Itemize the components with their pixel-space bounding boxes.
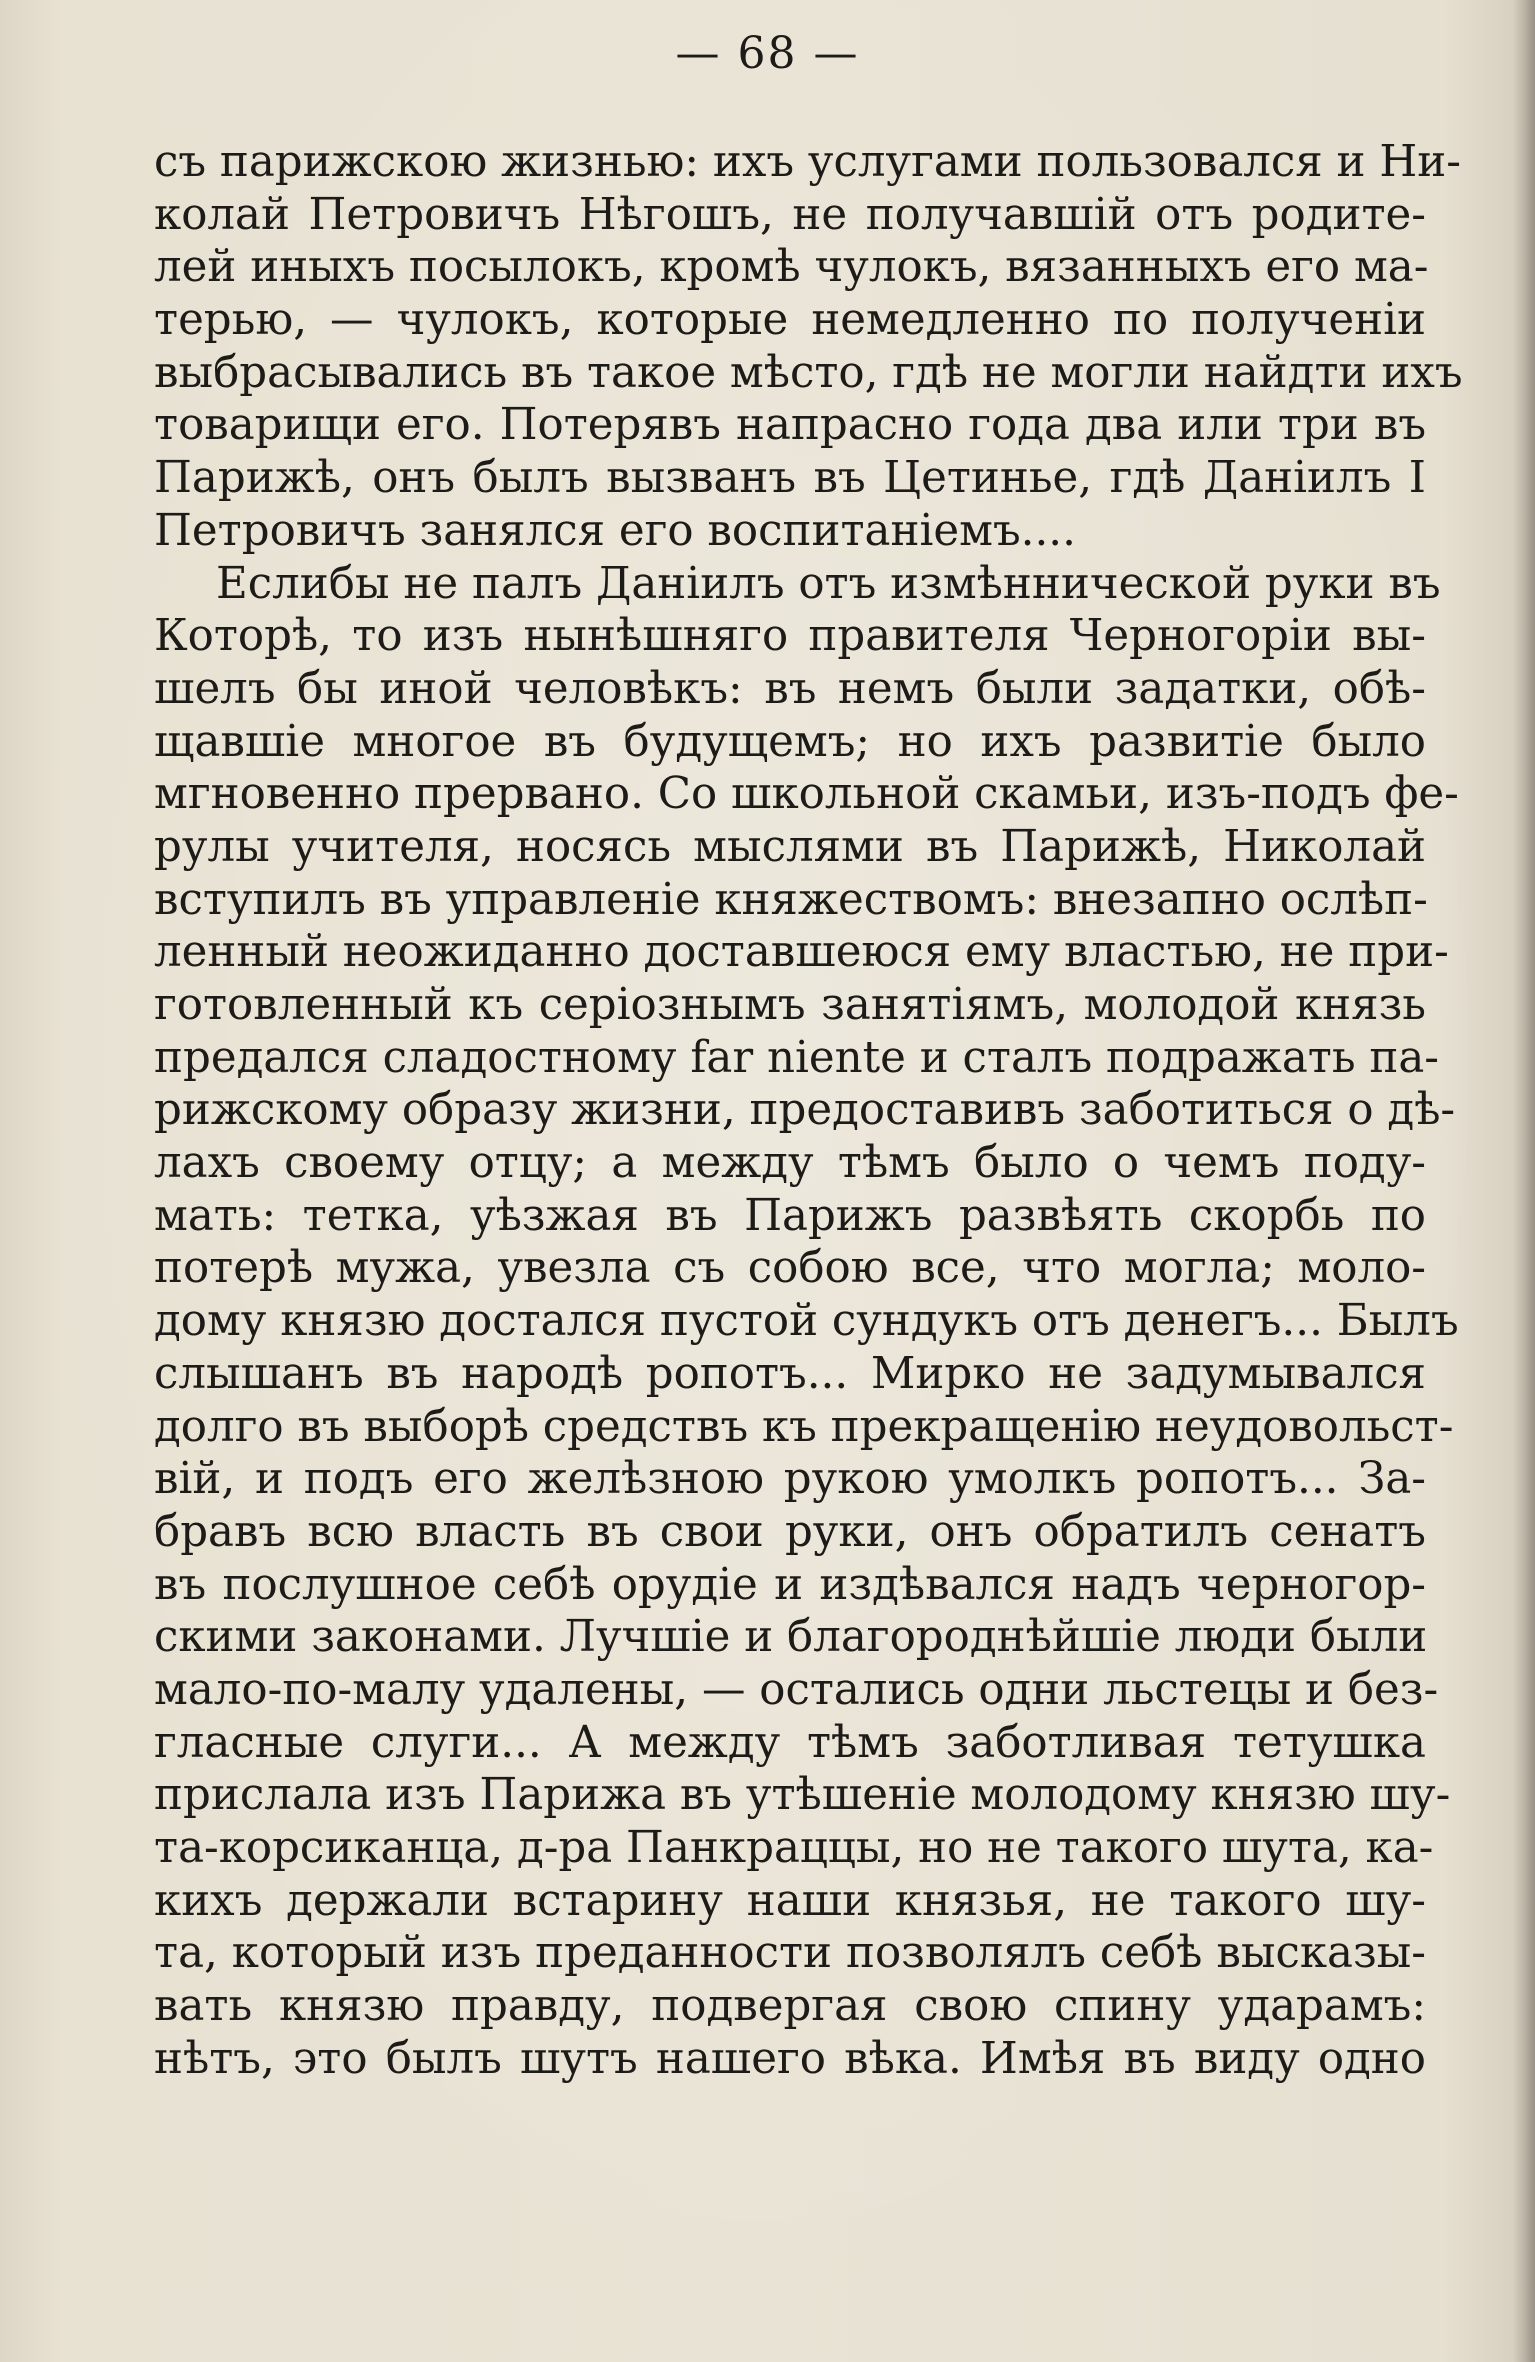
- text-line: товарищи его. Потерявъ напрасно года два или три въ: [154, 400, 1426, 451]
- text-line: выбрасывались въ такое мѣсто, гдѣ не могли найдти ихъ: [154, 347, 1463, 398]
- text-line: вступилъ въ управленіе княжествомъ: внезапно ослѣп-: [154, 874, 1428, 925]
- text-line: вать князю правду, подвергая свою спину ударамъ:: [154, 1981, 1426, 2032]
- text-line: нѣтъ, это былъ шутъ нашего вѣка. Имѣя въ виду одно: [154, 2033, 1426, 2084]
- body-text: [154, 136, 1463, 2085]
- page-number: — 68 —: [675, 28, 860, 79]
- text-line: Которѣ, то изъ нынѣшняго правителя Черногоріи вы-: [154, 611, 1426, 662]
- text-line: потерѣ мужа, увезла съ собою все, что могла; моло-: [154, 1243, 1426, 1294]
- text-line: кихъ держали встарину наши князья, не такого шу-: [154, 1875, 1426, 1926]
- text-line: предался сладостному far niente и сталъ подражать па-: [154, 1032, 1439, 1083]
- text-line: та-корсиканца, д-ра Панкраццы, но не такого шута, ка-: [154, 1823, 1434, 1873]
- text-line: терью, — чулокъ, которые немедленно по полученіи: [154, 295, 1426, 346]
- text-line: лей иныхъ посылокъ, кромѣ чулокъ, вязанныхъ его ма-: [154, 242, 1429, 293]
- text-line: гласные слуги... А между тѣмъ заботливая тетушка: [154, 1717, 1426, 1768]
- text-line: прислала изъ Парижа въ утѣшеніе молодому князю шу-: [154, 1770, 1451, 1821]
- text-line: мало-по-малу удалены, — остались одни льстецы и без-: [154, 1664, 1439, 1715]
- text-line: дому князю достался пустой сундукъ отъ денегъ... Былъ: [154, 1296, 1459, 1347]
- text-line: щавшіе многое въ будущемъ; но ихъ развитіе было: [154, 716, 1426, 767]
- text-line: шелъ бы иной человѣкъ: въ немъ были задатки, обѣ-: [154, 663, 1426, 714]
- text-line: въ послушное себѣ орудіе и издѣвался надъ черногор-: [154, 1559, 1426, 1610]
- text-line: съ парижскою жизнью: ихъ услугами пользовался и Ни-: [154, 137, 1461, 187]
- page-binding-shadow: [1513, 0, 1535, 2362]
- text-line: слышанъ въ народѣ ропотъ... Мирко не задумывался: [154, 1348, 1426, 1399]
- text-line: готовленный къ серіознымъ занятіямъ, молодой князь: [154, 980, 1426, 1030]
- text-line: Парижѣ, онъ былъ вызванъ въ Цетинье, гдѣ Даніилъ I: [154, 453, 1426, 504]
- text-line: мать: тетка, уѣзжая въ Парижъ развѣять скорбь по: [154, 1190, 1426, 1241]
- text-line: бравъ всю власть въ свои руки, онъ обратилъ сенатъ: [154, 1506, 1426, 1557]
- text-line: рижскому образу жизни, предоставивъ заботиться о дѣ-: [154, 1085, 1456, 1136]
- text-line: рулы учителя, носясь мыслями въ Парижѣ, Николай: [154, 821, 1426, 872]
- paragraph-start-line: Еслибы не палъ Даніилъ отъ измѣннической руки въ: [216, 558, 1441, 609]
- text-line: ленный неожиданно доставшеюся ему властью, не при-: [154, 927, 1449, 978]
- text-line: вій, и подъ его желѣзною рукою умолкъ ропотъ... За-: [154, 1454, 1426, 1505]
- text-line: колай Петровичъ Нѣгошъ, не получавшій отъ родите-: [154, 189, 1426, 240]
- text-line: долго въ выборѣ средствъ къ прекращенію неудовольст-: [154, 1401, 1454, 1452]
- text-line: лахъ своему отцу; а между тѣмъ было о чемъ поду-: [154, 1138, 1426, 1189]
- text-line: та, который изъ преданности позволялъ себѣ высказы-: [154, 1928, 1426, 1979]
- paragraph-end-line: Петровичъ занялся его воспитаніемъ....: [154, 505, 1076, 556]
- text-line: мгновенно прервано. Со школьной скамьи, изъ-подъ фе-: [154, 769, 1459, 820]
- text-line: скими законами. Лучшіе и благороднѣйшіе люди были: [154, 1612, 1428, 1663]
